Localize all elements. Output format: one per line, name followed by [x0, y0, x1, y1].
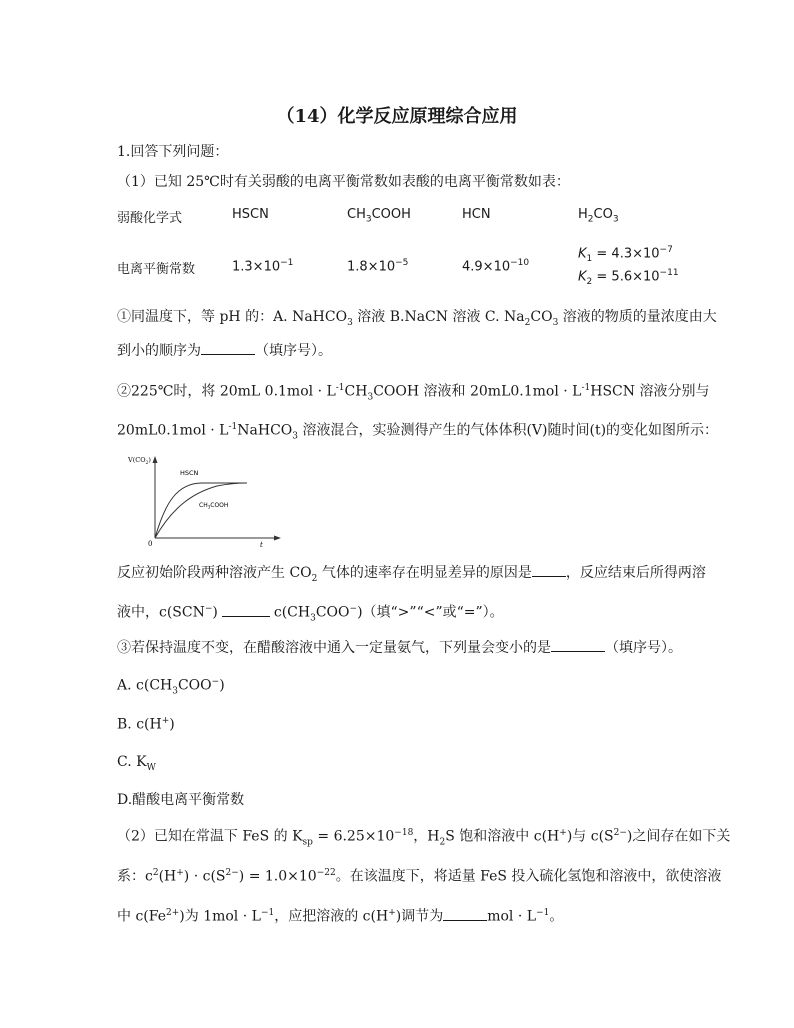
option-a: A. $c(CH_3COO^-)$ — [117, 677, 225, 697]
k1-h2co3: $K_1 = 4.3\times 10^{-7}$ — [578, 245, 673, 264]
k-hcn: $4.9\times 10^{-10}$ — [462, 258, 530, 275]
cell-hscn: HSCN — [232, 207, 269, 222]
k-hscn: $1.3\times 10^{-1}$ — [232, 258, 294, 275]
ch3cooh-curve — [155, 483, 247, 538]
page-title: （14）化学反应原理综合应用 — [276, 106, 518, 127]
cell-h2co3: $H_2CO_3$ — [578, 207, 619, 225]
k-ch3cooh: $1.8\times 10^{-5}$ — [347, 258, 409, 275]
gas-volume-time-graph — [117, 448, 287, 548]
answer-blank-1[interactable] — [201, 340, 255, 355]
paragraph-5-line-2: 系：$c^2(H^+) \cdot c(S^{2-}) = 1.0\times 10^{-22}$。在该温度下，将适量 FeS 投入硫化氢饱和溶液中，欲使溶液 — [117, 868, 722, 885]
y-axis — [153, 456, 158, 538]
paragraph-5-line-1: （2）已知在常温下 FeS 的 $K_{sp} = 6.25\times 10^{-18}$，$H_2S$ 饱和溶液中 c(H+)与 $c(S^{2-})$之间存在如下关 — [117, 828, 731, 848]
paragraph-1-line-2: 到小的顺序为 （填序号）。 — [117, 340, 332, 361]
origin-label: 0 — [148, 540, 153, 548]
hscn-label: HSCN — [180, 469, 199, 477]
answer-blank-2[interactable] — [532, 562, 566, 577]
t-axis-label: t — [260, 541, 263, 548]
answer-blank-5[interactable] — [443, 906, 487, 921]
cell-hcn: HCN — [462, 207, 491, 222]
question-1-part-1-intro: （1）已知 25℃时有关弱酸的电离平衡常数如表酸的电离平衡常数如表： — [117, 174, 570, 190]
paragraph-2-line-1: ②225℃时，将 20mL $0.1mol \cdot L^{-1}CH_3COOH$ 溶液和 $20mL0.1mol \cdot L^{-1}HSCN$ 溶液分别与 — [117, 383, 710, 403]
paragraph-1-line-1: ①同温度下，等 pH 的：A. NaHCO$_3$ 溶液 B.NaCN 溶液 C. $Na_2CO_3$ 溶液的物质的量浓度由大 — [117, 309, 717, 328]
ch3cooh-label: $CH_3COOH$ — [199, 502, 229, 510]
paragraph-3-line-2: 液中，c(SCN−) $c(CH_3COO^-)$（填“>”“<”或“=”）。 — [117, 599, 504, 628]
paragraph-5-line-3: 中 $c(Fe^{2+})$为 $1mol \cdot L^{-1}$，应把溶液的 c(H+)调节为 mol · $L^{-1}$。 — [117, 903, 563, 927]
row-label-constant: 电离平衡常数 — [117, 262, 196, 277]
row-label-formula: 弱酸化学式 — [117, 211, 183, 226]
option-c: C. $K_W$ — [117, 754, 156, 773]
x-axis — [155, 536, 281, 541]
paragraph-3-line-1: 反应初始阶段两种溶液产生 $CO_2$ 气体的速率存在明显差异的原因是 ，反应结束后所得两溶 — [117, 562, 706, 589]
y-axis-label: $V(CO_2)$ — [128, 456, 151, 466]
hscn-curve — [155, 483, 247, 538]
k2-h2co3: $K_2 = 5.6\times 10^{-11}$ — [578, 268, 679, 287]
paragraph-4: ③若保持温度不变，在醋酸溶液中通入一定量氨气，下列量会变小的是 （填序号）。 — [117, 637, 682, 658]
option-b: B. c(H+) — [117, 716, 175, 733]
option-d: D.醋酸电离平衡常数 — [117, 792, 245, 808]
question-1-heading: 1.回答下列问题： — [117, 144, 229, 160]
cell-ch3cooh: $CH_3COOH$ — [347, 207, 411, 225]
paragraph-2-line-2: $20mL0.1mol \cdot L^{-1}NaHCO_3$ 溶液混合，实验测得产生的气体体积(V)随时间(t)的变化如图所示： — [117, 422, 719, 442]
answer-blank-3[interactable] — [222, 602, 270, 617]
answer-blank-4[interactable] — [551, 637, 605, 652]
